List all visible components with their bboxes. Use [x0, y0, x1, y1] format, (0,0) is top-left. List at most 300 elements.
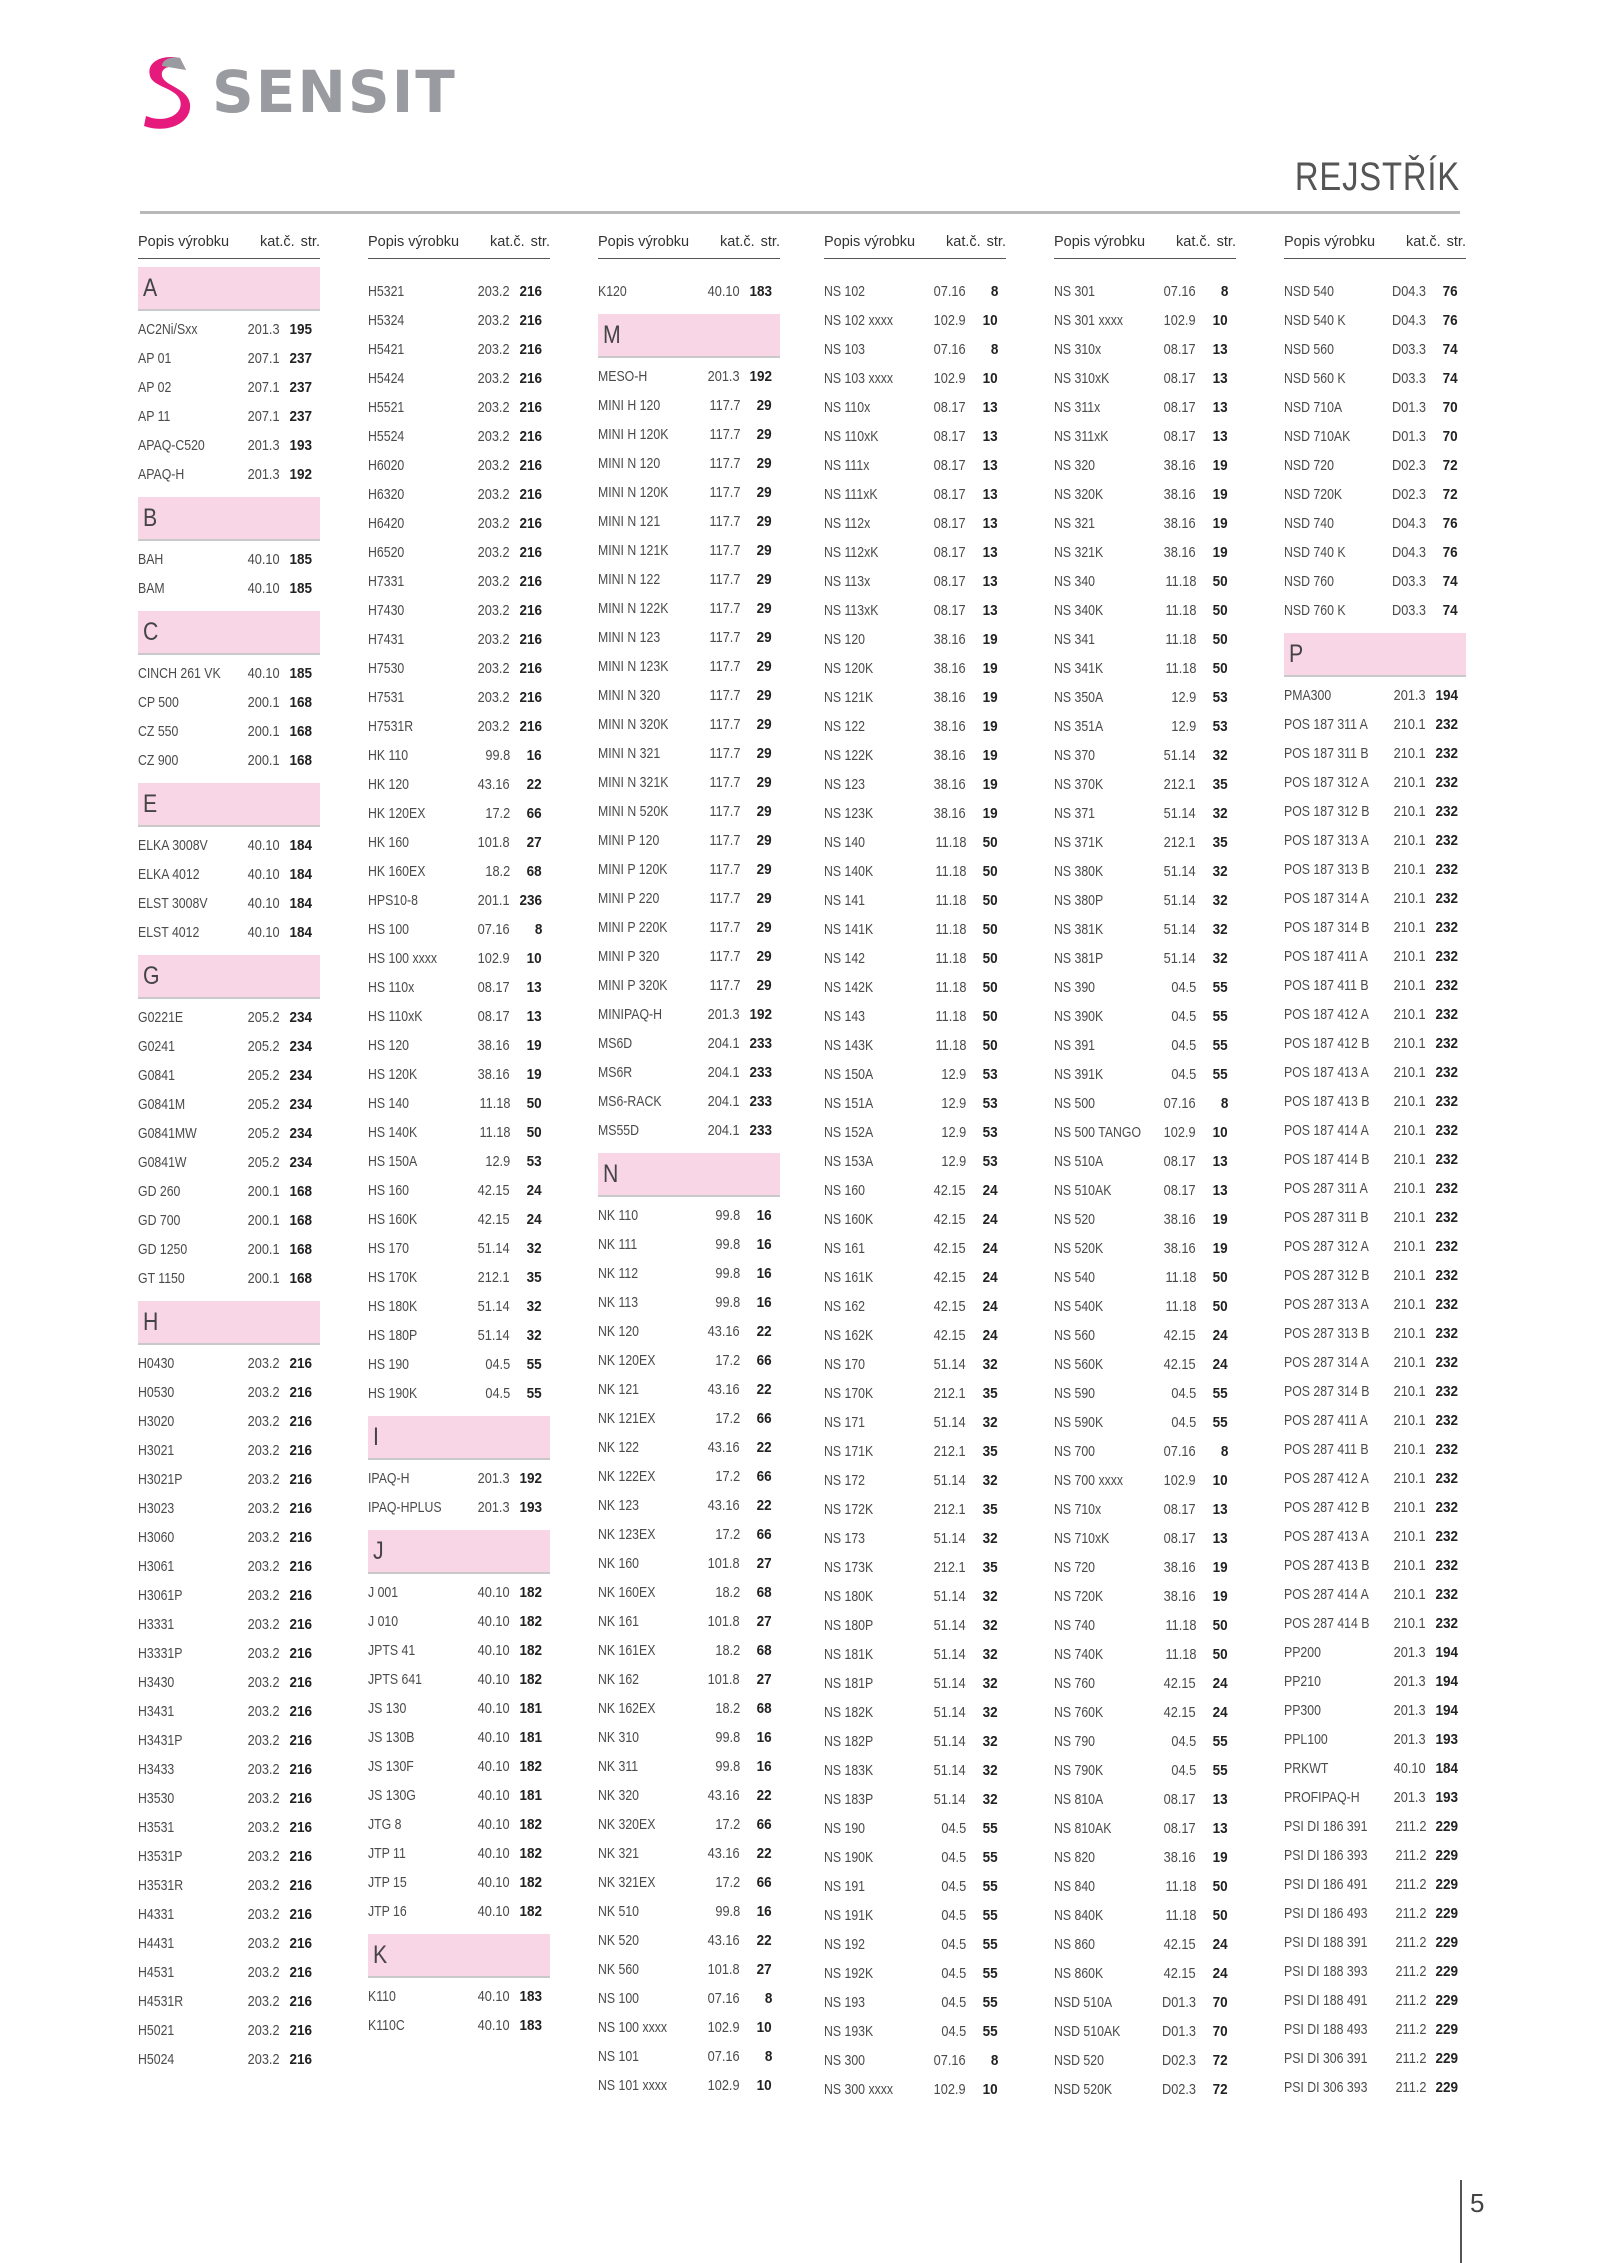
page-ref: 229 [1435, 2021, 1458, 2038]
page-ref: 50 [982, 1008, 998, 1025]
index-row [824, 828, 1006, 857]
product-name: NS 140K [824, 863, 874, 880]
catalog-number: 102.9 [934, 370, 966, 387]
product-name: H3020 [138, 1413, 175, 1430]
index-row [368, 509, 550, 538]
catalog-number: 17.2 [715, 1468, 740, 1485]
page-ref: 35 [1212, 776, 1228, 793]
page-ref: 29 [756, 658, 772, 675]
product-name: G0241 [138, 1038, 175, 1055]
catalog-number: 40.10 [478, 1700, 510, 1717]
product-name: NSD 760 [1284, 573, 1334, 590]
product-name: NS 110x [824, 399, 871, 416]
page-ref: 168 [289, 752, 312, 769]
column-header [138, 234, 320, 259]
page-ref: 68 [756, 1700, 772, 1717]
page-ref: 195 [289, 321, 312, 338]
index-row [598, 942, 780, 971]
index-row [138, 831, 320, 860]
page-ref: 192 [749, 1006, 772, 1023]
index-row [824, 1553, 1006, 1582]
catalog-number: 203.2 [248, 1732, 280, 1749]
product-name: HK 120EX [368, 805, 426, 822]
index-row [368, 1810, 550, 1839]
page-ref: 32 [526, 1327, 542, 1344]
catalog-number: 210.1 [1394, 1441, 1426, 1458]
product-name: NS 760K [1054, 1704, 1104, 1721]
page-ref: 50 [982, 979, 998, 996]
product-name: AP 01 [138, 350, 172, 367]
product-name: H3061 [138, 1558, 175, 1575]
index-row [1054, 1089, 1236, 1118]
page-ref: 216 [519, 631, 542, 648]
product-name: PSI DI 306 391 [1284, 2050, 1368, 2067]
page-ref: 35 [982, 1385, 998, 1402]
product-name: PROFIPAQ-H [1284, 1789, 1360, 1806]
catalog-number: 102.9 [1164, 1472, 1196, 1489]
page-ref: 216 [289, 1384, 312, 1401]
index-row [824, 480, 1006, 509]
index-row [138, 1755, 320, 1784]
index-row [824, 1379, 1006, 1408]
product-name: ELKA 3008V [138, 837, 208, 854]
catalog-number: 51.14 [934, 1675, 966, 1692]
index-row [1054, 1466, 1236, 1495]
product-name: NK 520 [598, 1932, 640, 1949]
index-row [368, 886, 550, 915]
index-column [1054, 234, 1236, 2104]
product-name: NS 101 xxxx [598, 2077, 668, 2094]
catalog-number: 51.14 [934, 1356, 966, 1373]
index-row [138, 1061, 320, 1090]
index-row [1284, 884, 1466, 913]
index-row [368, 1982, 550, 2011]
index-row [1284, 1319, 1466, 1348]
product-name: NS 370 [1054, 747, 1096, 764]
index-row [368, 1263, 550, 1292]
page-ref: 29 [756, 484, 772, 501]
catalog-number: 211.2 [1395, 1818, 1426, 1835]
product-name: NS 390K [1054, 1008, 1104, 1025]
catalog-number: 117.7 [709, 397, 740, 414]
catalog-number: 12.9 [485, 1153, 510, 1170]
index-row [368, 1665, 550, 1694]
index-row [1284, 1928, 1466, 1957]
page-ref: 19 [982, 776, 998, 793]
index-row [824, 1611, 1006, 1640]
product-name: JPTS 641 [368, 1671, 423, 1688]
catalog-number: 207.1 [248, 350, 280, 367]
index-row [368, 1636, 550, 1665]
index-row [598, 1781, 780, 1810]
catalog-number: 210.1 [1394, 1180, 1426, 1197]
index-row [1284, 2015, 1466, 2044]
page-ref: 216 [289, 2022, 312, 2039]
page-ref: 19 [1212, 486, 1228, 503]
product-name: NSD 720K [1284, 486, 1343, 503]
index-row [1054, 1408, 1236, 1437]
page-ref: 216 [519, 399, 542, 416]
page-ref: 29 [756, 977, 772, 994]
product-name: POS 187 313 B [1284, 861, 1370, 878]
catalog-number: 08.17 [1164, 1820, 1196, 1837]
index-row [1284, 596, 1466, 625]
page-ref: 22 [526, 776, 542, 793]
catalog-number: 99.8 [715, 1903, 740, 1920]
product-name: NS 142K [824, 979, 874, 996]
index-row [1284, 1348, 1466, 1377]
product-name: H7331 [368, 573, 405, 590]
product-name: NS 180K [824, 1588, 874, 1605]
index-row [598, 1607, 780, 1636]
catalog-number: 101.8 [708, 1961, 740, 1978]
index-row [598, 826, 780, 855]
page-ref: 76 [1442, 283, 1458, 300]
page-ref: 232 [1435, 1470, 1458, 1487]
page-ref: 216 [289, 1616, 312, 1633]
header-str: str. [300, 234, 320, 250]
catalog-number: 11.18 [1165, 631, 1196, 648]
catalog-number: 40.10 [248, 895, 280, 912]
product-name: NS 320K [1054, 486, 1104, 503]
product-name: JTP 11 [368, 1845, 406, 1862]
catalog-number: 201.3 [1394, 1644, 1426, 1661]
header-str: str. [1446, 234, 1466, 250]
page-ref: 182 [519, 1758, 542, 1775]
catalog-number: 07.16 [1164, 1443, 1196, 1460]
index-row [1284, 1029, 1466, 1058]
index-row [824, 1698, 1006, 1727]
product-name: JTG 8 [368, 1816, 402, 1833]
index-row [138, 1581, 320, 1610]
page-ref: 232 [1435, 1586, 1458, 1603]
index-row [368, 1781, 550, 1810]
catalog-number: 210.1 [1394, 1354, 1426, 1371]
index-row [1054, 1698, 1236, 1727]
product-name: NS 500 [1054, 1095, 1096, 1112]
page-ref: 66 [526, 805, 542, 822]
page-ref: 232 [1435, 919, 1458, 936]
page-ref: 216 [289, 1703, 312, 1720]
product-name: HK 110 [368, 747, 409, 764]
product-name: NK 162EX [598, 1700, 656, 1717]
index-row [368, 480, 550, 509]
page-ref: 50 [982, 950, 998, 967]
index-row [598, 1723, 780, 1752]
index-row [1284, 1058, 1466, 1087]
product-name: NS 153A [824, 1153, 874, 1170]
product-name: NS 310xK [1054, 370, 1110, 387]
catalog-number: 211.2 [1395, 1992, 1426, 2009]
page-ref: 10 [526, 950, 542, 967]
page-ref: 10 [756, 2019, 772, 2036]
page-ref: 229 [1435, 1905, 1458, 1922]
catalog-number: 51.14 [934, 1414, 966, 1431]
product-name: NS 192K [824, 1965, 874, 1982]
index-row [138, 1726, 320, 1755]
product-name: MESO-H [598, 368, 648, 385]
page-ref: 55 [982, 1936, 998, 1953]
index-row [138, 1206, 320, 1235]
index-row [1054, 1292, 1236, 1321]
page-ref: 76 [1442, 312, 1458, 329]
index-row [1054, 1205, 1236, 1234]
index-row [824, 1814, 1006, 1843]
index-row [1054, 1901, 1236, 1930]
page-ref: 193 [1435, 1731, 1458, 1748]
index-row [1054, 1321, 1236, 1350]
product-name: NSD 540 K [1284, 312, 1346, 329]
index-row [824, 741, 1006, 770]
catalog-number: D03.3 [1391, 573, 1426, 590]
index-row [598, 1926, 780, 1955]
index-row [824, 335, 1006, 364]
index-row [598, 652, 780, 681]
page-ref: 229 [1435, 1876, 1458, 1893]
page-ref: 181 [519, 1787, 542, 1804]
product-name: MINI N 320 [598, 687, 661, 704]
index-row [1054, 1234, 1236, 1263]
catalog-number: 40.10 [248, 551, 280, 568]
catalog-number: 117.7 [709, 600, 740, 617]
product-name: HS 170 [368, 1240, 410, 1257]
product-name: ELKA 4012 [138, 866, 200, 883]
letter-heading [138, 1301, 320, 1345]
catalog-number: 200.1 [248, 1241, 280, 1258]
product-name: NK 120EX [598, 1352, 656, 1369]
product-name: PSI DI 186 391 [1284, 1818, 1368, 1835]
page-ref: 24 [526, 1182, 542, 1199]
page-ref: 29 [756, 745, 772, 762]
index-row [368, 654, 550, 683]
page-ref: 55 [1212, 1385, 1228, 1402]
catalog-number: 205.2 [248, 1009, 280, 1026]
index-row [824, 799, 1006, 828]
product-name: GD 700 [138, 1212, 181, 1229]
catalog-number: 42.15 [934, 1269, 966, 1286]
catalog-number: 04.5 [1171, 1037, 1196, 1054]
page-ref: 8 [764, 2048, 772, 2065]
catalog-number: 200.1 [248, 752, 280, 769]
page-ref: 232 [1435, 716, 1458, 733]
product-name: H5324 [368, 312, 405, 329]
page-ref: 168 [289, 1212, 312, 1229]
index-row [138, 1349, 320, 1378]
product-name: K120 [598, 283, 627, 300]
product-name: NS 350A [1054, 689, 1104, 706]
page-ref: 68 [756, 1584, 772, 1601]
index-row [138, 1235, 320, 1264]
page-ref: 24 [982, 1182, 998, 1199]
page-ref: 13 [982, 399, 998, 416]
product-name: NS 173K [824, 1559, 874, 1576]
index-row [824, 1234, 1006, 1263]
catalog-number: 117.7 [709, 455, 740, 472]
index-row [138, 1668, 320, 1697]
index-row [824, 1118, 1006, 1147]
header-name: Popis výrobku [368, 234, 460, 250]
product-name: NS 840 [1054, 1878, 1096, 1895]
catalog-number: 42.15 [1164, 1936, 1196, 1953]
index-row [824, 1640, 1006, 1669]
catalog-number: 211.2 [1395, 1847, 1426, 1864]
catalog-number: 201.3 [1394, 1789, 1426, 1806]
product-name: NS 860K [1054, 1965, 1104, 1982]
header-kat: kat.č. [490, 234, 525, 250]
product-name: PSI DI 186 393 [1284, 1847, 1368, 1864]
page-ref: 194 [1435, 1673, 1458, 1690]
catalog-number: 211.2 [1395, 1963, 1426, 1980]
catalog-number: 201.3 [248, 466, 280, 483]
page-ref: 24 [982, 1327, 998, 1344]
catalog-number: 07.16 [934, 341, 966, 358]
product-name: H6420 [368, 515, 405, 532]
catalog-number: 200.1 [248, 1270, 280, 1287]
page-ref: 236 [519, 892, 542, 909]
index-row [1284, 1174, 1466, 1203]
product-name: NS 100 [598, 1990, 640, 2007]
index-row [1284, 913, 1466, 942]
header-name: Popis výrobku [1284, 234, 1376, 250]
page-ref: 232 [1435, 1557, 1458, 1574]
index-row [1284, 393, 1466, 422]
catalog-number: 211.2 [1395, 1876, 1426, 1893]
page-ref: 74 [1442, 370, 1458, 387]
catalog-number: 203.2 [248, 1703, 280, 1720]
page-ref: 50 [1212, 1878, 1228, 1895]
product-name: H5021 [138, 2022, 175, 2039]
catalog-number: 17.2 [485, 805, 510, 822]
page-ref: 66 [756, 1410, 772, 1427]
catalog-number: 207.1 [248, 379, 280, 396]
page-ref: 233 [749, 1093, 772, 1110]
product-name: CZ 550 [138, 723, 179, 740]
product-name: POS 187 313 A [1284, 832, 1369, 849]
catalog-number: 201.3 [248, 321, 280, 338]
product-name: HS 100 [368, 921, 410, 938]
product-name: MINI N 122K [598, 600, 669, 617]
catalog-number: 08.17 [1164, 1501, 1196, 1518]
product-name: NSD 720 [1284, 457, 1334, 474]
catalog-number: 08.17 [934, 544, 966, 561]
catalog-number: 17.2 [715, 1352, 740, 1369]
page-ref: 53 [982, 1095, 998, 1112]
page-ref: 232 [1435, 1354, 1458, 1371]
page-ref: 182 [519, 1671, 542, 1688]
letter-heading [138, 955, 320, 999]
catalog-number: 17.2 [715, 1816, 740, 1833]
product-name: JS 130 [368, 1700, 407, 1717]
index-row [1284, 710, 1466, 739]
product-name: NSD 560 [1284, 341, 1334, 358]
product-name: MINI N 123 [598, 629, 661, 646]
catalog-number: 212.1 [478, 1269, 510, 1286]
catalog-number: 203.2 [248, 1761, 280, 1778]
brand-logo [140, 52, 457, 132]
catalog-number: 204.1 [708, 1093, 740, 1110]
product-name: POS 287 412 B [1284, 1499, 1370, 1516]
index-row [598, 1578, 780, 1607]
catalog-number: 38.16 [1164, 486, 1196, 503]
catalog-number: 40.10 [478, 1787, 510, 1804]
index-row [1284, 422, 1466, 451]
product-name: GD 1250 [138, 1241, 188, 1258]
product-name: NS 182P [824, 1733, 874, 1750]
product-name: HS 170K [368, 1269, 418, 1286]
index-row [824, 1582, 1006, 1611]
product-name: HPS10-8 [368, 892, 418, 909]
catalog-number: 203.2 [248, 1674, 280, 1691]
index-row [1284, 480, 1466, 509]
product-name: NS 172K [824, 1501, 874, 1518]
index-row [368, 1002, 550, 1031]
product-name: NS 181K [824, 1646, 874, 1663]
catalog-number: 38.16 [1164, 1559, 1196, 1576]
product-name: APAQ-H [138, 466, 185, 483]
catalog-number: 102.9 [934, 312, 966, 329]
index-row [598, 1665, 780, 1694]
catalog-number: 101.8 [708, 1671, 740, 1688]
catalog-number: 117.7 [709, 426, 740, 443]
page-ref: 55 [982, 1965, 998, 1982]
product-name: K110 [368, 1988, 396, 2005]
catalog-number: 08.17 [1164, 370, 1196, 387]
catalog-number: 102.9 [1164, 312, 1196, 329]
product-name: AC2Ni/Sxx [138, 321, 198, 338]
page-ref: 10 [756, 2077, 772, 2094]
catalog-number: 201.1 [478, 892, 510, 909]
catalog-number: 11.18 [1165, 1878, 1196, 1895]
catalog-number: 211.2 [1395, 2050, 1426, 2067]
index-row [1054, 1147, 1236, 1176]
index-row [598, 623, 780, 652]
index-row [598, 1029, 780, 1058]
page-ref: 19 [982, 689, 998, 706]
page-ref: 50 [1212, 573, 1228, 590]
page-ref: 229 [1435, 2050, 1458, 2067]
index-row [824, 1031, 1006, 1060]
index-column [1284, 234, 1466, 2102]
page-ref: 32 [1212, 921, 1228, 938]
product-name: H5521 [368, 399, 405, 416]
page-ref: 22 [756, 1381, 772, 1398]
page-ref: 192 [519, 1470, 542, 1487]
page-ref: 8 [1220, 283, 1228, 300]
column-top-gap [368, 259, 550, 277]
catalog-number: D03.3 [1391, 370, 1426, 387]
catalog-number: 11.18 [1165, 1298, 1196, 1315]
page-ref: 182 [519, 1642, 542, 1659]
page-ref: 13 [1212, 1182, 1228, 1199]
page-ref: 232 [1435, 1093, 1458, 1110]
index-row [824, 538, 1006, 567]
catalog-number: 210.1 [1394, 919, 1426, 936]
page-ref: 13 [1212, 1820, 1228, 1837]
catalog-number: 201.3 [478, 1470, 510, 1487]
catalog-number: 210.1 [1394, 832, 1426, 849]
catalog-number: 40.10 [478, 1671, 510, 1688]
catalog-number: 38.16 [1164, 1588, 1196, 1605]
index-row [138, 1177, 320, 1206]
index-row [368, 335, 550, 364]
index-row [598, 1058, 780, 1087]
catalog-number: 08.17 [1164, 428, 1196, 445]
catalog-number: 08.17 [934, 486, 966, 503]
page-ref: 27 [526, 834, 542, 851]
letter-heading-text: G [143, 962, 160, 990]
product-name: NK 160EX [598, 1584, 656, 1601]
index-row [138, 1090, 320, 1119]
